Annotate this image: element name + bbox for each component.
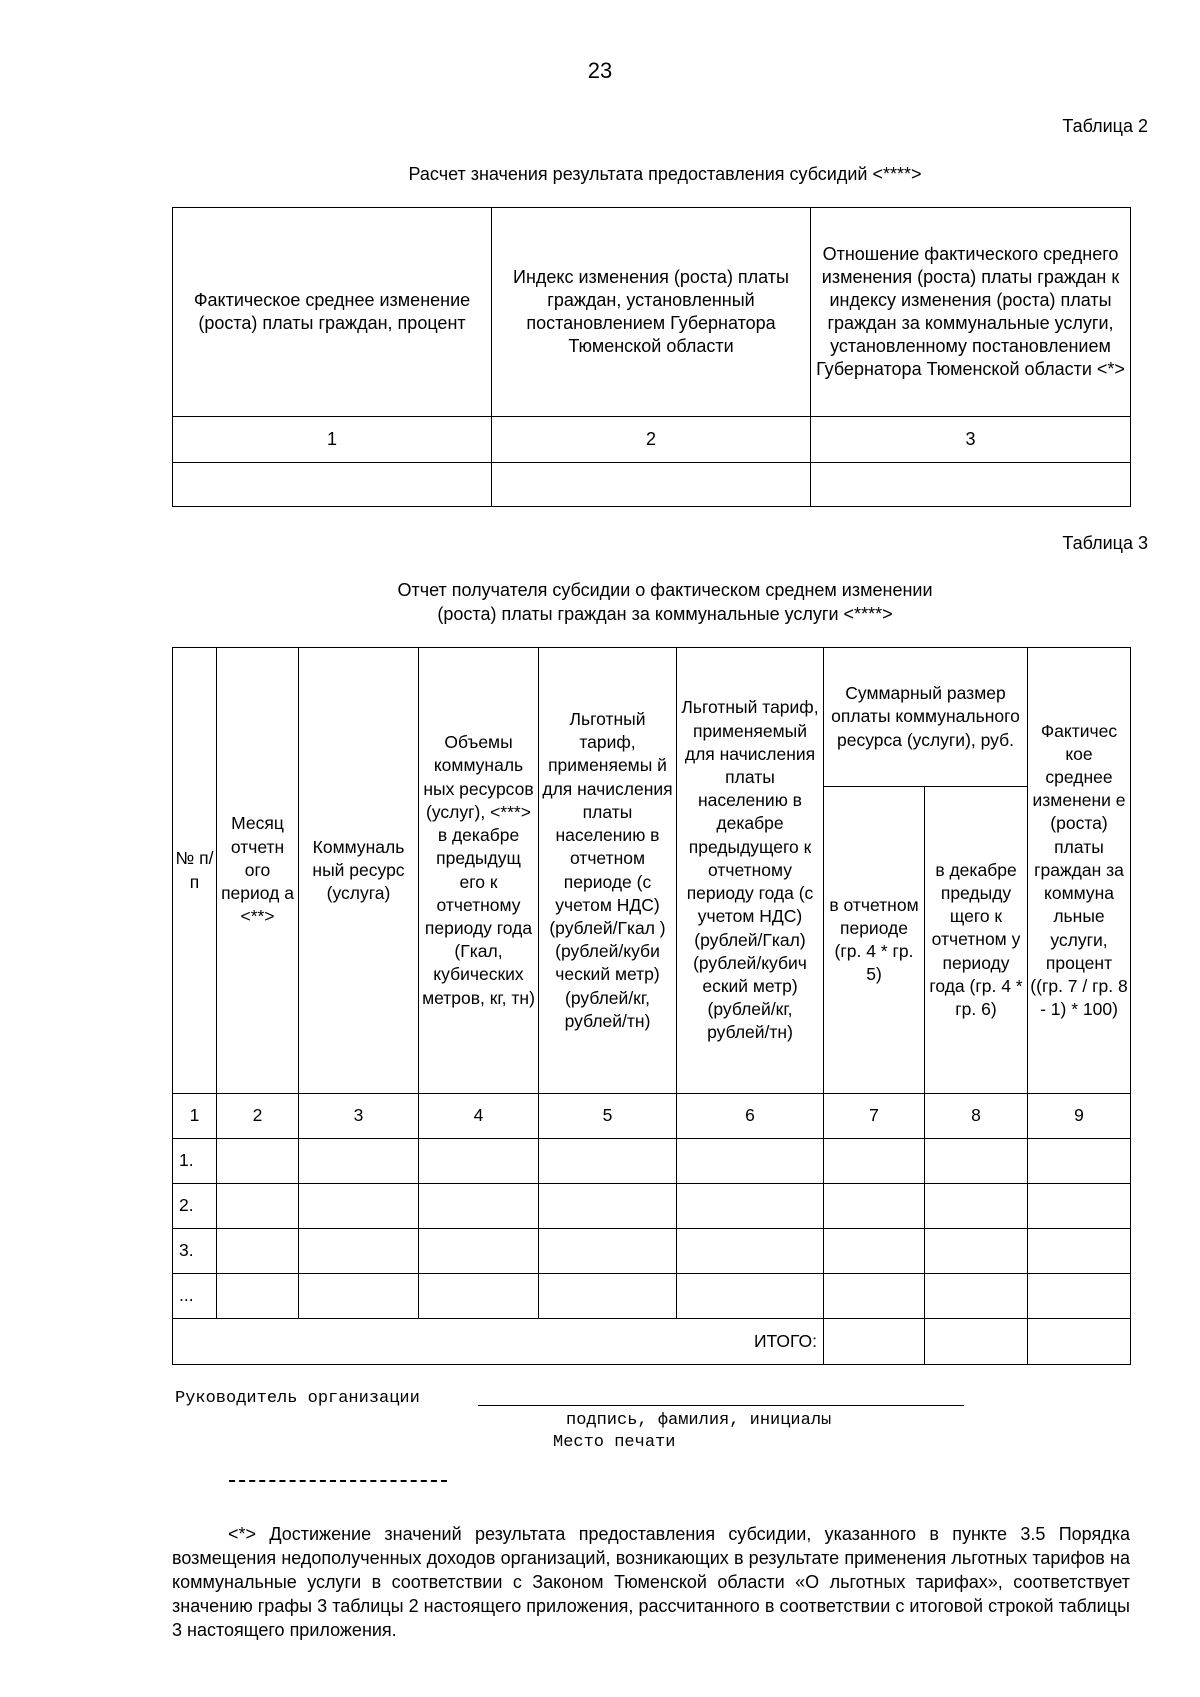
footnote-divider [229, 1480, 447, 1482]
table-row [173, 1184, 1131, 1229]
table3-cell [677, 1139, 824, 1184]
table3-header-volumes: Объемы коммуналь ных ресурсов (услуг), <***> в декабре предыдущ его к отчетному периоду года (Гкал, кубических метров, кг, тн) [419, 648, 539, 1094]
table3-cell [677, 1274, 824, 1319]
table3-cell [925, 1319, 1028, 1365]
table3-title-line1: Отчет получателя субсидии о фактическом среднем изменении [397, 580, 933, 600]
table3-label: Таблица 3 [1062, 533, 1148, 553]
table3-header-resource: Коммуналь ный ресурс (услуга) [299, 648, 419, 1094]
table3-header-december: в декабре предыду щего к отчетном у периоду года (гр. 4 * гр. 6) [925, 787, 1028, 1094]
table3-cell [677, 1229, 824, 1274]
table3-cell [925, 1184, 1028, 1229]
table3-colnum: 9 [1028, 1094, 1131, 1139]
seal-label: Место печати [553, 1433, 676, 1452]
table3-cell [925, 1274, 1028, 1319]
footnote: <*> Достижение значений результата предоставления субсидии, указанного в пункте 3.5 Порядка возмещения недополученных доходов организаций, возникающих в результате применения льготных тарифов на коммунальные услуги в соответствии с Законом Тюменской области «О льготных тарифах», соответствует значению графы 3 таблицы 2 настоящего приложения, рассчитанного в соответствии с итоговой строкой таблицы 3 настоящего приложения. [172, 1524, 1130, 1640]
table2-header-1: Фактическое среднее изменение (роста) платы граждан, процент [173, 208, 492, 417]
table3-cell [1028, 1319, 1131, 1365]
table2-colnum: 3 [811, 417, 1131, 463]
table3-row-number: 2. [173, 1184, 217, 1229]
table3-row-number: 1. [173, 1139, 217, 1184]
table2-label: Таблица 2 [1062, 116, 1148, 136]
table2-colnum: 2 [492, 417, 811, 463]
table2-cell [173, 463, 492, 507]
table3-header-tariff-current: Льготный тариф, применяемы й для начисления платы населению в отчетном периоде (с учетом НДС) (рублей/Гкал ) (рублей/куби ческий метр) (рублей/кг, рублей/тн) [539, 648, 677, 1094]
table3-colnum: 7 [824, 1094, 925, 1139]
table2-colnum: 1 [173, 417, 492, 463]
table2 [172, 207, 1131, 507]
table-row [173, 1274, 1131, 1319]
table3-cell [824, 1139, 925, 1184]
table3-cell [419, 1274, 539, 1319]
table2-title: Расчет значения результата предоставления субсидий <****> [408, 164, 922, 184]
table3-cell [824, 1184, 925, 1229]
table3-total-row [173, 1319, 1131, 1365]
table3-header-number: № п/п [173, 648, 217, 1094]
table3-colnum: 4 [419, 1094, 539, 1139]
table3-colnum: 1 [173, 1094, 217, 1139]
table3-cell [419, 1139, 539, 1184]
table3-cell [1028, 1274, 1131, 1319]
table3-cell [539, 1184, 677, 1229]
table3-cell [217, 1274, 299, 1319]
table3-cell [824, 1319, 925, 1365]
page-number: 23 [587, 58, 613, 83]
table2-header-2: Индекс изменения (роста) платы граждан, установленный постановлением Губернатора Тюменской области [492, 208, 811, 417]
table3-cell [539, 1139, 677, 1184]
table3-header-total-payment: Суммарный размер оплаты коммунального ресурса (услуги), руб. [824, 648, 1028, 787]
table3-colnum: 3 [299, 1094, 419, 1139]
table3-colnum: 2 [217, 1094, 299, 1139]
table3-row-number: 3. [173, 1229, 217, 1274]
table3-header-month: Месяц отчетн ого период а <**> [217, 648, 299, 1094]
table2-cell [811, 463, 1131, 507]
table3-cell [419, 1184, 539, 1229]
table3-cell [217, 1139, 299, 1184]
table3-cell [217, 1184, 299, 1229]
table3-header-actual-change: Фактичес кое среднее изменени е (роста) платы граждан за коммуна льные услуги, процент ((гр. 7 / гр. 8 - 1) * 100) [1028, 648, 1131, 1094]
table3-colnum: 6 [677, 1094, 824, 1139]
signature-caption: подпись, фамилия, инициалы [566, 1411, 832, 1430]
table3-cell [299, 1184, 419, 1229]
table3-cell [925, 1139, 1028, 1184]
table3-cell [824, 1229, 925, 1274]
table3-cell [419, 1229, 539, 1274]
table3-header-period: в отчетном периоде (гр. 4 * гр. 5) [824, 787, 925, 1094]
table-row [173, 1229, 1131, 1274]
table3-cell [299, 1274, 419, 1319]
table3-cell [677, 1184, 824, 1229]
table3-title-line2: (роста) платы граждан за коммунальные услуги <****> [437, 604, 893, 624]
table-row [173, 1139, 1131, 1184]
table3-cell [1028, 1184, 1131, 1229]
table3-cell [824, 1274, 925, 1319]
signature-line [478, 1405, 964, 1406]
table3-cell [299, 1229, 419, 1274]
table3-colnum: 8 [925, 1094, 1028, 1139]
table3-cell [925, 1229, 1028, 1274]
table3-cell [1028, 1229, 1131, 1274]
table3-cell [1028, 1139, 1131, 1184]
signature-label: Руководитель организации [175, 1389, 420, 1408]
table2-cell [492, 463, 811, 507]
table3-cell [539, 1229, 677, 1274]
table3 [172, 647, 1131, 1365]
table2-header-3: Отношение фактического среднего изменения (роста) платы граждан к индексу изменения (роста) платы граждан за коммунальные услуги, установленному постановлением Губернатора Тюменской области <*> [811, 208, 1131, 417]
table3-header-tariff-december: Льготный тариф, применяемый для начисления платы населению в декабре предыдущего к отчетному периоду года (с учетом НДС) (рублей/Гкал) (рублей/кубич еский метр) (рублей/кг, рублей/тн) [677, 648, 824, 1094]
table3-cell [299, 1139, 419, 1184]
table3-row-number: ... [173, 1274, 217, 1319]
table3-cell [217, 1229, 299, 1274]
table3-cell [539, 1274, 677, 1319]
table3-colnum: 5 [539, 1094, 677, 1139]
table3-total-label: ИТОГО: [173, 1319, 824, 1365]
